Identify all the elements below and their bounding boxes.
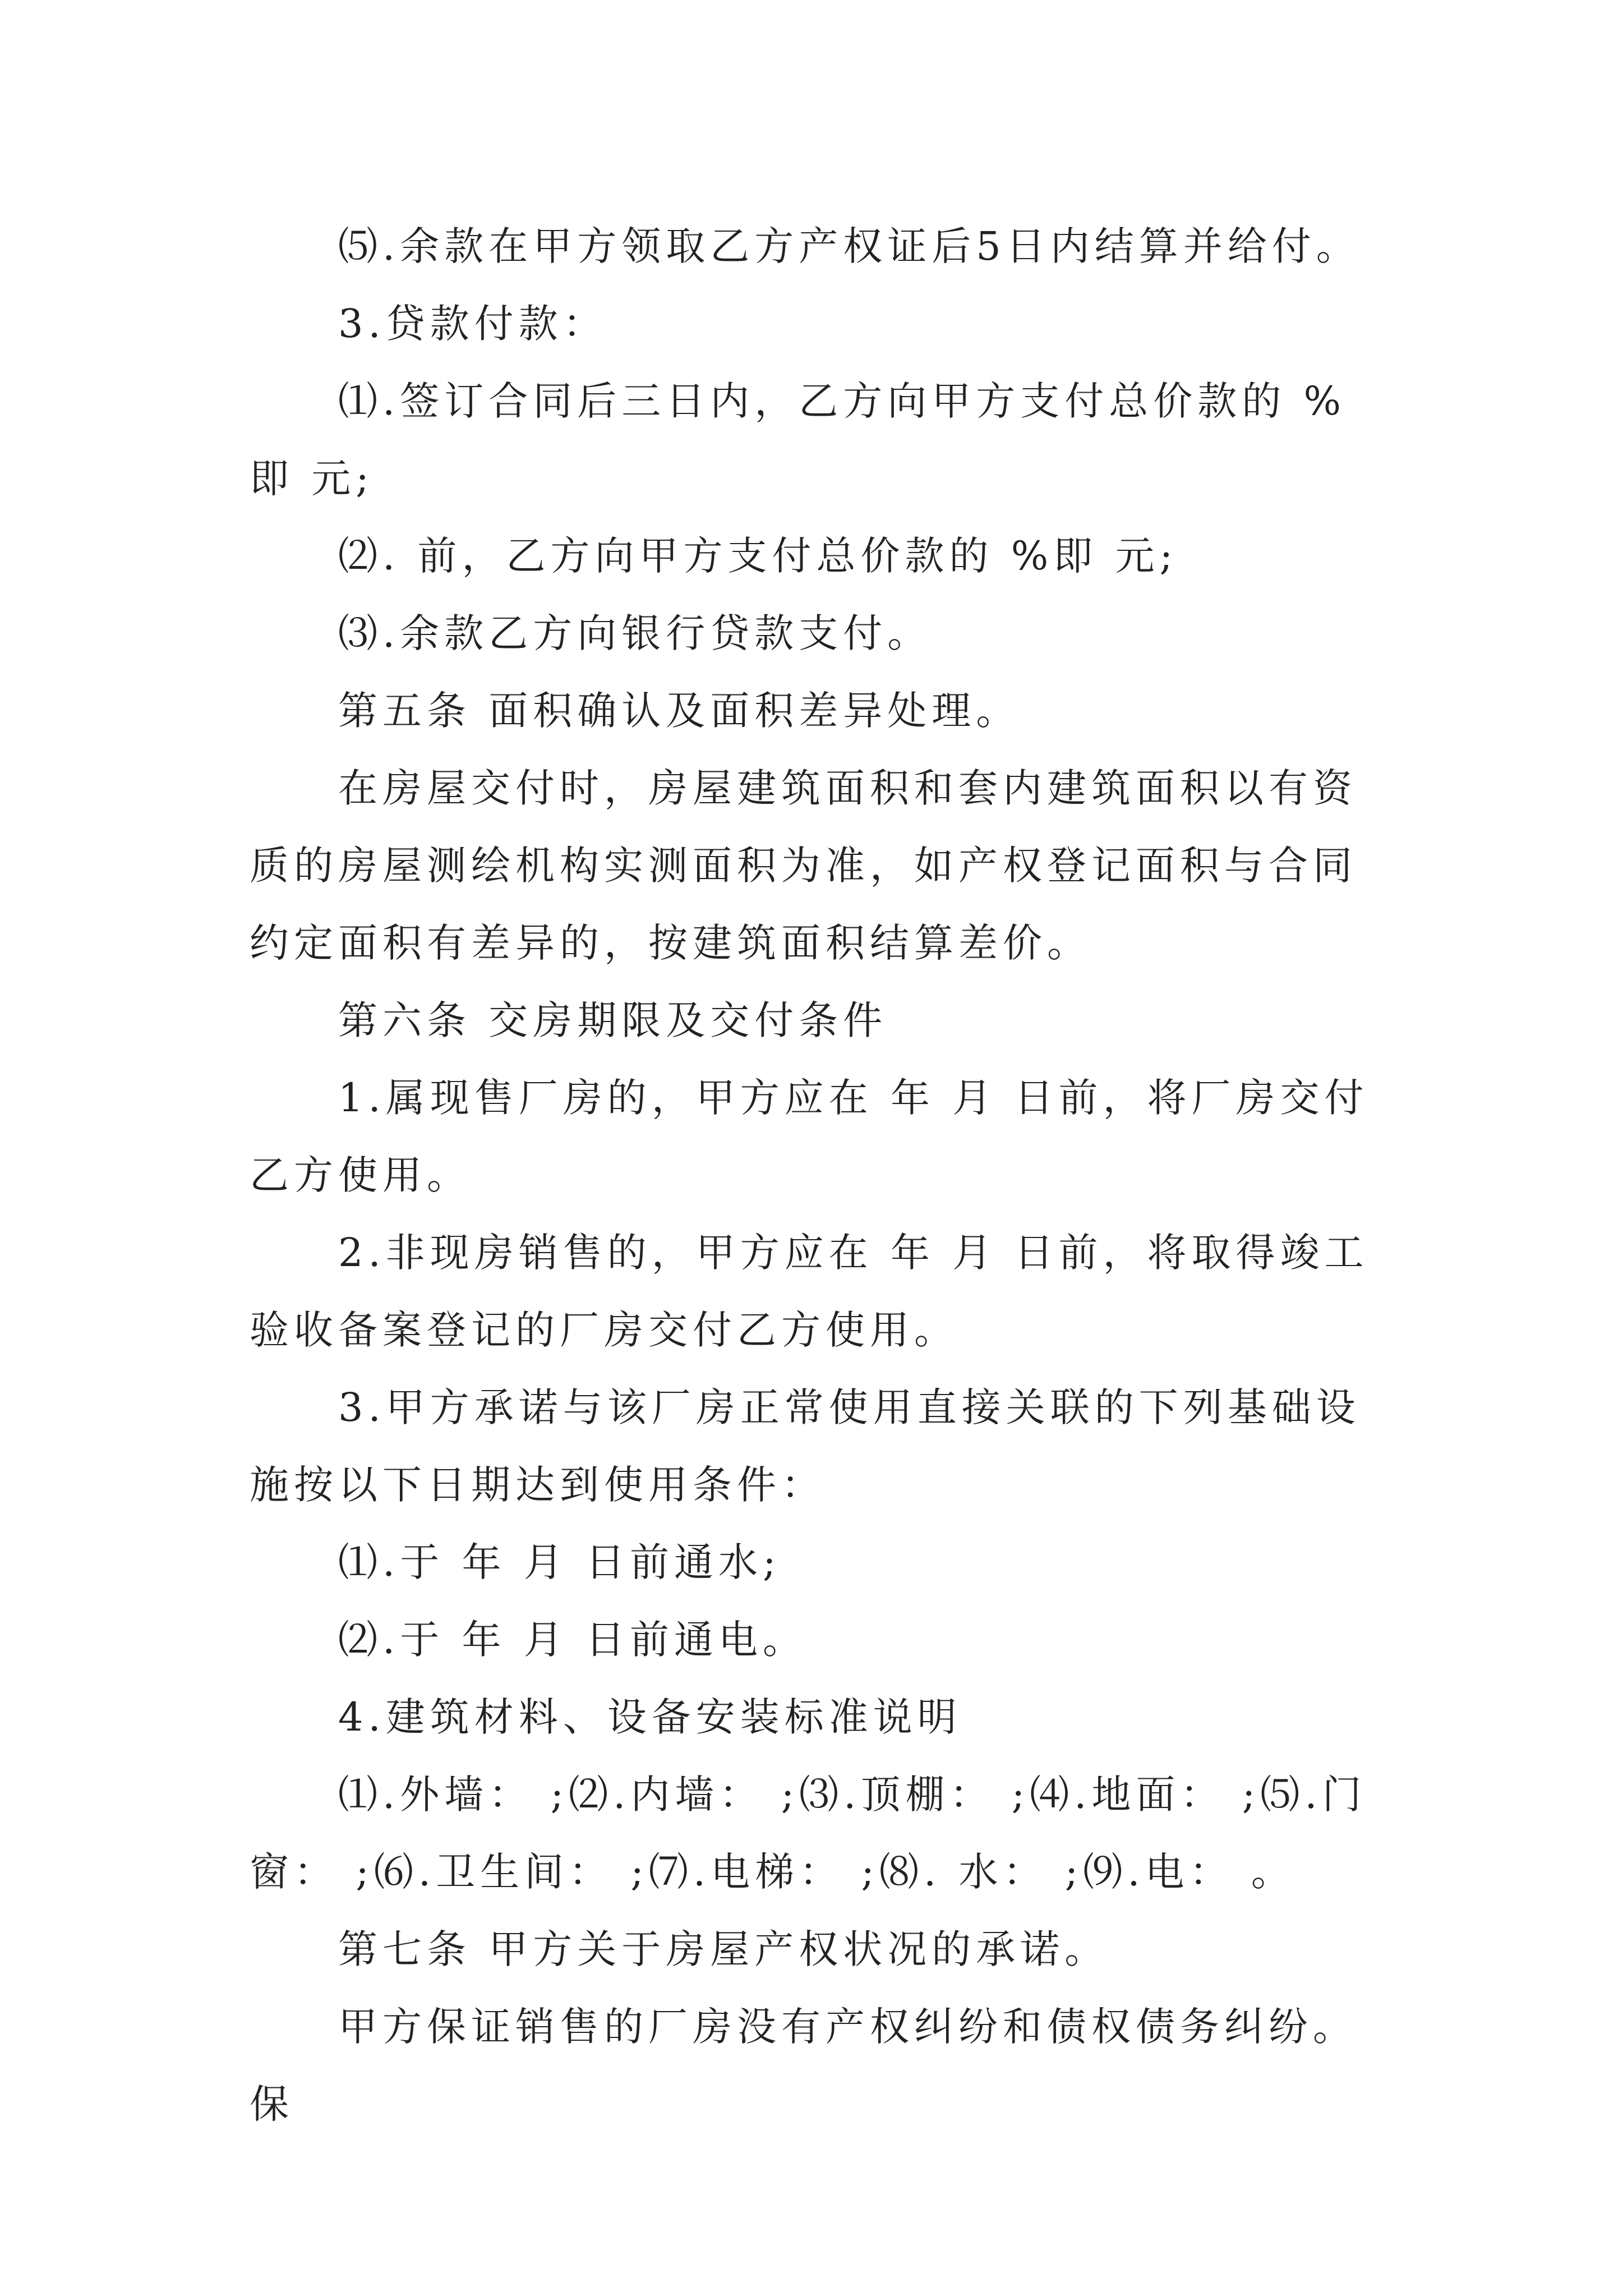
- article-6-heading: 第六条 交房期限及交付条件: [338, 997, 888, 1043]
- article-6-item-3: 3.甲方承诺与该厂房正常使用直接关联的下列基础设施按以下日期达到使用条件：: [250, 1384, 1361, 1508]
- paragraph-loan-payment-item-2: ⑵. 前，乙方向甲方支付总价款的 %即 元;: [338, 533, 1178, 579]
- utility-electricity-date: ⑵.于 年 月 日前通电。: [338, 1617, 808, 1663]
- utility-water-date: ⑴.于 年 月 日前通水;: [338, 1539, 781, 1585]
- building-material-standards: ⑴.外墙： ;⑵.内墙： ;⑶.顶棚： ;⑷.地面： ;⑸.门窗： ;⑹.卫生间： ;⑺.电梯： ;⑻. 水： ;⑼.电： 。: [250, 1772, 1367, 1895]
- paragraph-loan-payment-heading: 3.贷款付款：: [338, 301, 607, 347]
- article-6-item-2: 2.非现房销售的，甲方应在 年 月 日前，将取得竣工验收备案登记的厂房交付乙方使用。: [250, 1230, 1369, 1353]
- article-7-body: 甲方保证销售的厂房没有产权纠纷和债权债务纠纷。保: [250, 2004, 1357, 2127]
- article-5-heading: 第五条 面积确认及面积差异处理。: [338, 688, 1021, 734]
- paragraph-balance-settlement: ⑸.余款在甲方领取乙方产权证后5日内结算并给付。: [338, 223, 1361, 269]
- article-6-item-1: 1.属现售厂房的，甲方应在 年 月 日前，将厂房交付乙方使用。: [250, 1075, 1369, 1198]
- article-5-body: 在房屋交付时，房屋建筑面积和套内建筑面积以有资质的房屋测绘机构实测面积为准，如产权登记面积与合同约定面积有差异的，按建筑面积结算差价。: [250, 765, 1357, 966]
- document-body: [250, 208, 1388, 2143]
- paragraph-loan-payment-item-3: ⑶.余款乙方向银行贷款支付。: [338, 610, 932, 656]
- paragraph-loan-payment-item-1: ⑴.签订合同后三日内，乙方向甲方支付总价款的 %即 元;: [250, 378, 1347, 501]
- article-6-item-4: 4.建筑材料、设备安装标准说明: [338, 1694, 962, 1740]
- article-7-heading: 第七条 甲方关于房屋产权状况的承诺。: [338, 1926, 1109, 1972]
